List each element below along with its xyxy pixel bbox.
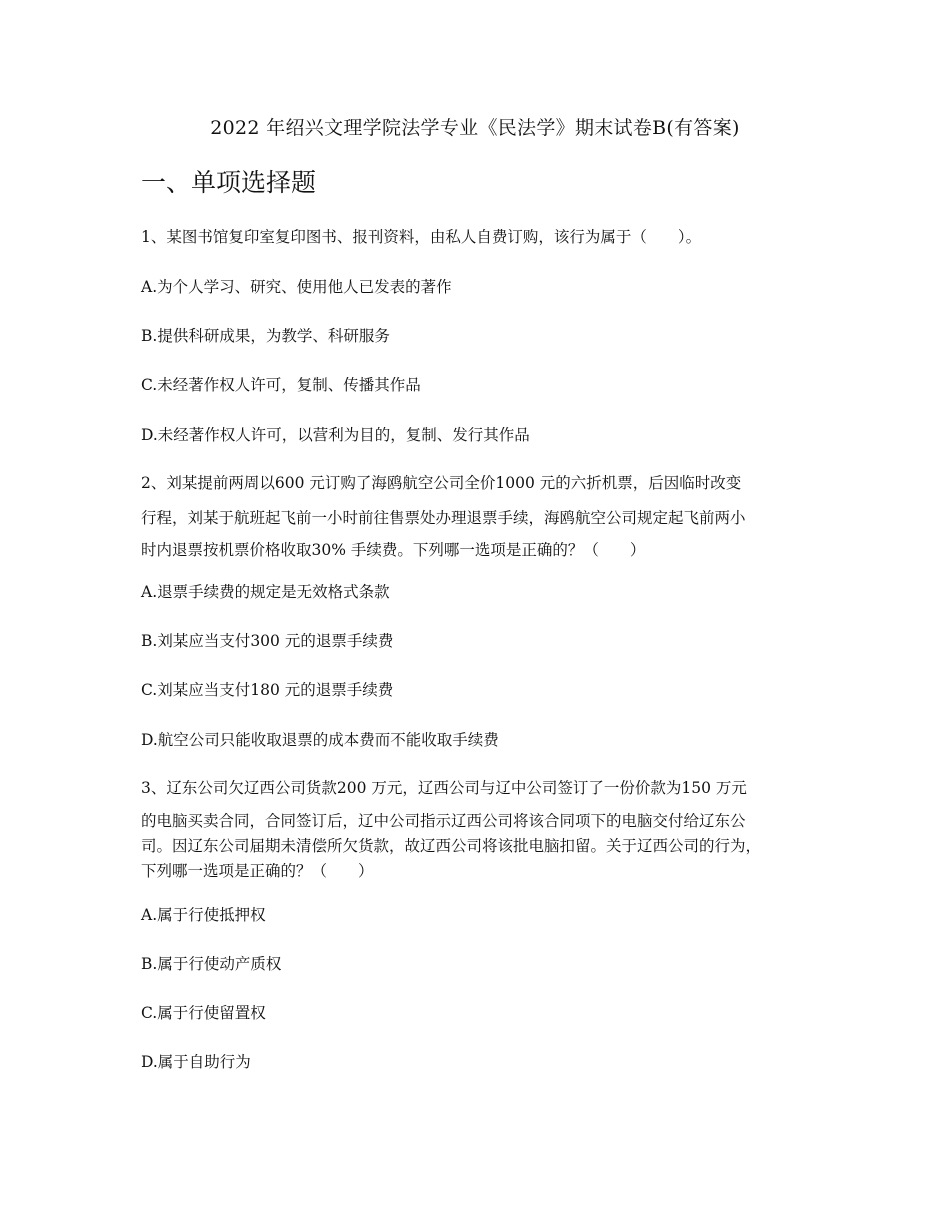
question-2-option-d: D.航空公司只能收取退票的成本费而不能收取手续费 — [141, 731, 499, 749]
section-heading: 一、单项选择题 — [141, 168, 317, 197]
question-2-stem-line-2: 行程，刘某于航班起飞前一小时前往售票处办理退票手续，海鸥航空公司规定起飞前两小 — [141, 509, 746, 527]
question-2-option-c: C.刘某应当支付180 元的退票手续费 — [141, 681, 394, 699]
exam-title: 2022 年绍兴文理学院法学专业《民法学》期末试卷B(有答案) — [210, 117, 740, 139]
question-3-option-d: D.属于自助行为 — [141, 1053, 251, 1071]
question-1-stem: 1、某图书馆复印室复印图书、报刊资料，由私人自费订购，该行为属于（ ）。 — [141, 228, 702, 246]
question-3-stem-line-2: 的电脑买卖合同，合同签订后，辽中公司指示辽西公司将该合同项下的电脑交付给辽东公 — [141, 812, 746, 830]
question-2-option-b: B.刘某应当支付300 元的退票手续费 — [141, 632, 394, 650]
question-3-option-b: B.属于行使动产质权 — [141, 955, 282, 973]
question-1-option-c: C.未经著作权人许可，复制、传播其作品 — [141, 376, 421, 394]
question-1-option-d: D.未经著作权人许可，以营利为目的，复制、发行其作品 — [141, 426, 530, 444]
question-1-option-b: B.提供科研成果，为教学、科研服务 — [141, 327, 390, 345]
question-1-option-a: A.为个人学习、研究、使用他人已发表的著作 — [141, 278, 452, 296]
question-3-stem-line-1: 3、辽东公司欠辽西公司货款200 万元，辽西公司与辽中公司签订了一份价款为150 万元 — [141, 779, 747, 797]
question-2-stem-line-1: 2、刘某提前两周以600 元订购了海鸥航空公司全价1000 元的六折机票，后因临时改变 — [141, 474, 742, 492]
question-2-option-a: A.退票手续费的规定是无效格式条款 — [141, 583, 390, 601]
question-3-stem-line-3: 司。因辽东公司届期未清偿所欠货款，故辽西公司将该批电脑扣留。关于辽西公司的行为， — [141, 837, 762, 855]
question-3-stem-line-4: 下列哪一选项是正确的？（ ） — [141, 862, 374, 880]
question-3-option-c: C.属于行使留置权 — [141, 1004, 266, 1022]
question-2-stem-line-3: 时内退票按机票价格收取30% 手续费。下列哪一选项是正确的？（ ） — [141, 541, 646, 559]
question-3-option-a: A.属于行使抵押权 — [141, 906, 266, 924]
